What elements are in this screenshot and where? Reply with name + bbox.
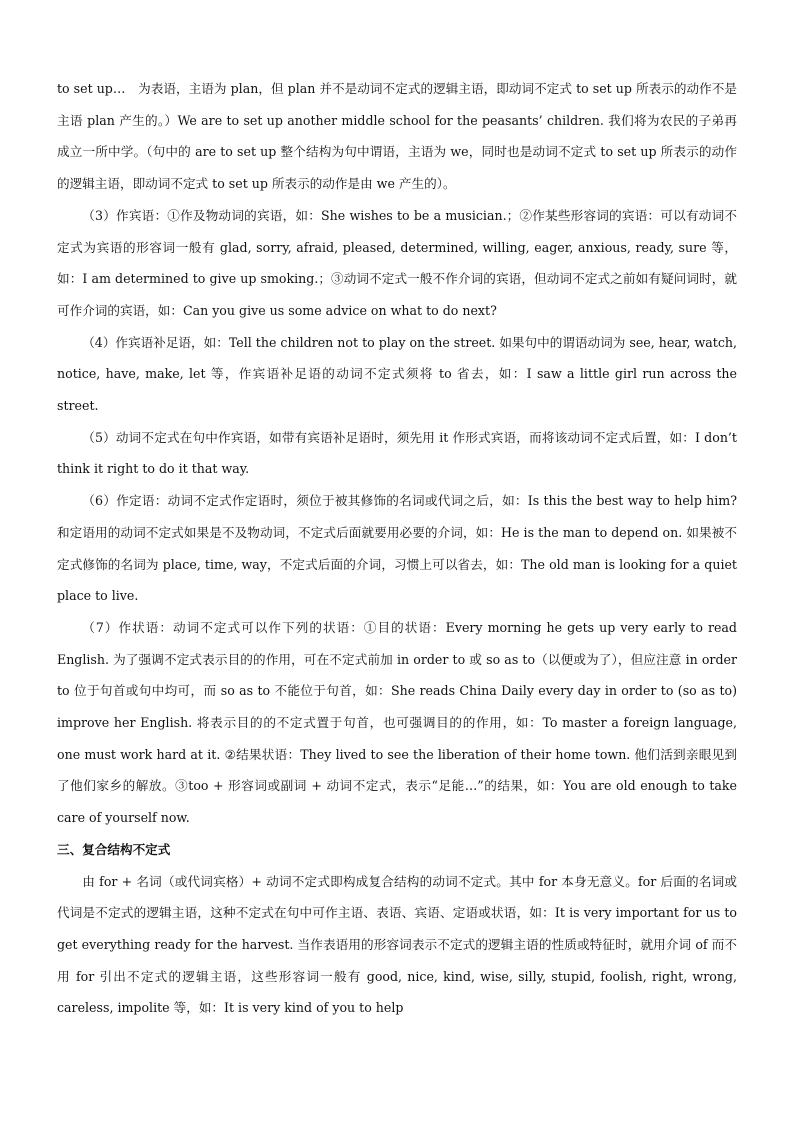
section-heading: 三、复合结构不定式 bbox=[57, 841, 171, 857]
paragraph-formal-object: （5）动词不定式在句中作宾语，如带有宾语补足语时，须先用 it 作形式宾语，而将该动词不定式后置，如：I don’t think it right to do it that way. bbox=[57, 429, 737, 477]
paragraph-object-complement: （4）作宾语补足语，如：Tell the children not to play on the street. 如果句中的谓语动词为 see, hear, watch, notice, have, make, let 等，作宾语补足语的动词不定式须将 to 省去，如：I saw a little girl run across the street. bbox=[57, 334, 737, 414]
paragraph-compound-infinitive: 由 for + 名词（或代词宾格）+ 动词不定式即构成复合结构的动词不定式。其中 for 本身无意义。for 后面的名词或代词是不定式的逻辑主语，这种不定式在句中可作主语、表语、宾语、定语或状语，如：It is very important for us to get everything ready for the harvest. 当作表语用的形容词表示不定式的逻辑主语的性质或特征时，就用介词 of 而不用 for 引出不定式的逻辑主语，这些形容词一般有 good, nice, kind, wise, silly, stupid, foolish, right, wrong, careless, impolite 等，如：It is very kind of you to help bbox=[57, 873, 737, 1016]
paragraph-attributive: （6）作定语：动词不定式作定语时，须位于被其修饰的名词或代词之后，如：Is this the best way to help him? 和定语用的动词不定式如果是不及物动词，不定式后面就要用必要的介词，如：He is the man to depend on. 如果被不定式修饰的名词为 place, time, way，不定式后面的介词，习惯上可以省去，如：The old man is looking for a quiet place to live. bbox=[57, 493, 737, 604]
paragraph-object-usage: （3）作宾语：①作及物动词的宾语，如：She wishes to be a musician.；②作某些形容词的宾语：可以有动词不定式为宾语的形容词一般有 glad, sorry, afraid, pleased, determined, willing, eager, anxious, ready, sure 等，如：I am determined to give up smoking.；③动词不定式一般不作介词的宾语，但动词不定式之前如有疑问词时，就可作介词的宾语，如：Can you give us some advice on what to do next? bbox=[57, 207, 737, 318]
paragraph-adverbial: （7）作状语：动词不定式可以作下列的状语：①目的状语：Every morning he gets up very early to read English. 为了强调不定式表示目的的作用，可在不定式前加 in order to 或 so as to（以便或为了），但应注意 in order to 位于句首或句中均可，而 so as to 不能位于句首，如：She reads China Daily every day in order to (so as to) improve her English. 将表示目的的不定式置于句首，也可强调目的的作用，如：To master a foreign language, one must work hard at it. ②结果状语：They lived to see the liberation of their home town. 他们活到亲眼见到了他们家乡的解放。③too + 形容词或副词 + 动词不定式，表示“足能…”的结果，如：You are old enough to take care of yourself now. bbox=[57, 619, 737, 826]
paragraph-continuation: to set up… 为表语，主语为 plan，但 plan 并不是动词不定式的逻辑主语，即动词不定式 to set up 所表示的动作不是主语 plan 产生的。）We are to set up another middle school for the peasants’ children. 我们将为农民的子弟再成立一所中学。（句中的 are to set up 整个结构为句中谓语，主语为 we，同时也是动词不定式 to set up 所表示的动作的逻辑主语，即动词不定式 to set up 所表示的动作是由 we 产生的）。 bbox=[57, 81, 737, 192]
